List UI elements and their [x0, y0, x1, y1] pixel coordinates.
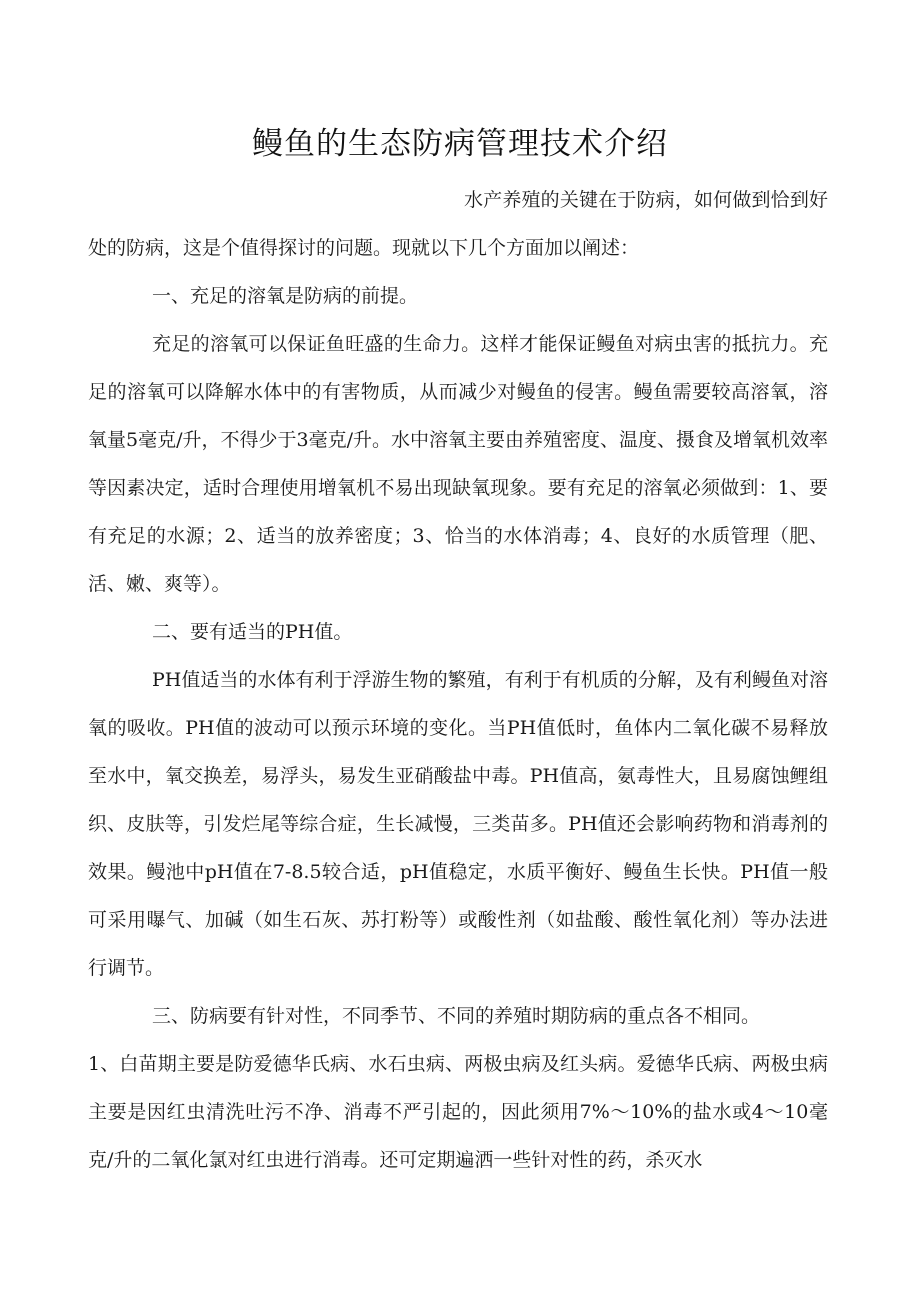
intro-paragraph: 水产养殖的关键在于防病，如何做到恰到好处的防病，这是个值得探讨的问题。现就以下几个方面加以阐述：: [88, 189, 828, 259]
section-paragraph-1: 充足的溶氧可以保证鱼旺盛的生命力。这样才能保证鳗鱼对病虫害的抵抗力。充足的溶氧可以降解水体中的有害物质，从而减少对鳗鱼的侵害。鳗鱼需要较高溶氧，溶氧量5毫克/升，不得少于3毫克/升。水中溶氧主要由养殖密度、温度、摄食及增氧机效率等因素决定，适时合理使用增氧机不易出现缺氧现象。要有充足的溶氧必须做到：1、要有充足的水源；2、适当的放养密度；3、恰当的水体消毒；4、良好的水质管理（肥、活、嫩、爽等）。: [88, 333, 828, 595]
section-paragraph-2: PH值适当的水体有利于浮游生物的繁殖，有利于有机质的分解，及有利鳗鱼对溶氧的吸收。PH值的波动可以预示环境的变化。当PH值低时，鱼体内二氧化碳不易释放至水中，氧交换差，易浮头，易发生亚硝酸盐中毒。PH值高，氨毒性大，且易腐蚀鲤组织、皮肤等，引发烂尾等综合症，生长减慢，三类苗多。PH值还会影响药物和消毒剂的效果。鳗池中pH值在7-8.5较合适，pH值稳定，水质平衡好、鳗鱼生长快。PH值一般可采用曝气、加碱（如生石灰、苏打粉等）或酸性剂（如盐酸、酸性氧化剂）等办法进行调节。: [88, 669, 828, 979]
section-heading-2: 二、要有适当的PH值。: [152, 621, 353, 643]
document-body: [88, 176, 828, 1184]
section-paragraph-3: 1、白苗期主要是防爱德华氏病、水石虫病、两极虫病及红头病。爱德华氏病、两极虫病主要是因红虫清洗吐污不净、消毒不严引起的，因此须用7%～10%的盐水或4～10毫克/升的二氧化氯对红虫进行消毒。还可定期遍洒一些针对性的药，杀灭水: [88, 1053, 828, 1171]
document-title: 鳗鱼的生态防病管理技术介绍: [252, 126, 668, 162]
section-heading-1: 一、充足的溶氧是防病的前提。: [152, 285, 419, 307]
section-heading-3: 三、防病要有针对性，不同季节、不同的养殖时期防病的重点各不相同。: [152, 1005, 761, 1027]
